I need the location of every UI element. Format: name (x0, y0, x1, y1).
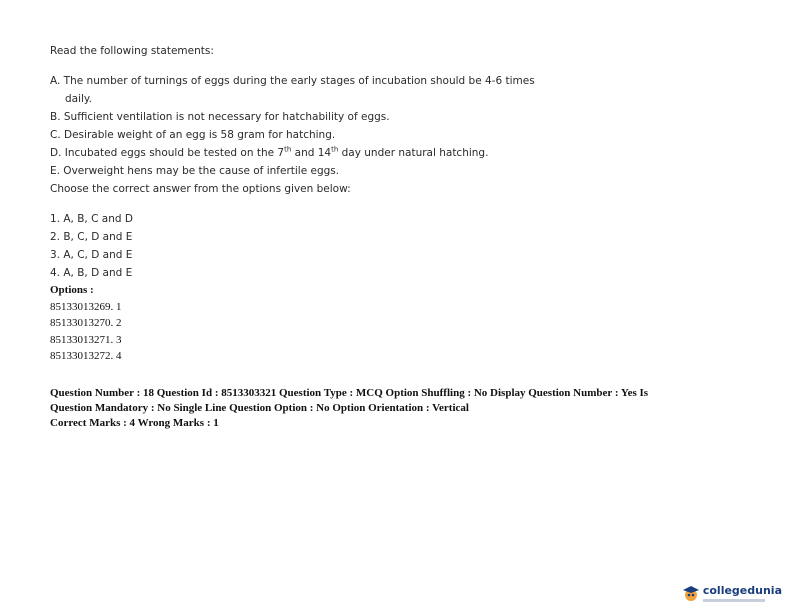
option-item: 85133013272. 4 (50, 350, 122, 362)
statement-d-part2: and 14 (291, 147, 332, 159)
statement-b: B. Sufficient ventilation is not necessary for hatchability of eggs. (50, 111, 390, 123)
options-title: Options : (50, 284, 94, 296)
question-intro: Read the following statements: (50, 45, 214, 57)
statement-d-part1: D. Incubated eggs should be tested on the 7 (50, 147, 285, 159)
statement-a: A. The number of turnings of eggs during the early stages of incubation should be 4-6 times (50, 75, 535, 87)
choice-item: 4. A, B, D and E (50, 267, 133, 279)
graduation-cap-icon (682, 584, 700, 602)
metadata-line-3: Correct Marks : 4 Wrong Marks : 1 (50, 417, 219, 429)
option-item: 85133013270. 2 (50, 317, 122, 329)
choice-item: 2. B, C, D and E (50, 231, 133, 243)
logo-brand-text: collegedunia (702, 583, 782, 597)
statement-c: C. Desirable weight of an egg is 58 gram for hatching. (50, 129, 336, 141)
choice-item: 3. A, C, D and E (50, 249, 133, 261)
statement-e: E. Overweight hens may be the cause of infertile eggs. (50, 165, 340, 177)
option-item: 85133013269. 1 (50, 300, 122, 313)
metadata-line-2: Question Mandatory : No Single Line Question Option : No Option Orientation : Vertical (50, 402, 469, 414)
logo-tagline (703, 599, 765, 602)
statement-d-part3: day under natural hatching. (338, 147, 489, 159)
statement-a-continued: daily. (65, 93, 92, 105)
statement-d-sup1: th (284, 145, 292, 154)
choose-instruction: Choose the correct answer from the options given below: (50, 183, 351, 195)
statement-list (50, 72, 670, 198)
statement-d-sup2: th (331, 145, 339, 154)
option-item: 85133013271. 3 (50, 333, 122, 346)
choice-item: 1. A, B, C and D (50, 213, 133, 225)
answer-choices (50, 210, 133, 282)
metadata-line-1: Question Number : 18 Question Id : 8513303321 Question Type : MCQ Option Shuffling : No Display Question Number : Yes Is (50, 387, 649, 399)
question-metadata (50, 386, 750, 431)
collegedunia-logo (682, 584, 782, 602)
options-block (50, 282, 122, 365)
statement-d (50, 144, 670, 162)
